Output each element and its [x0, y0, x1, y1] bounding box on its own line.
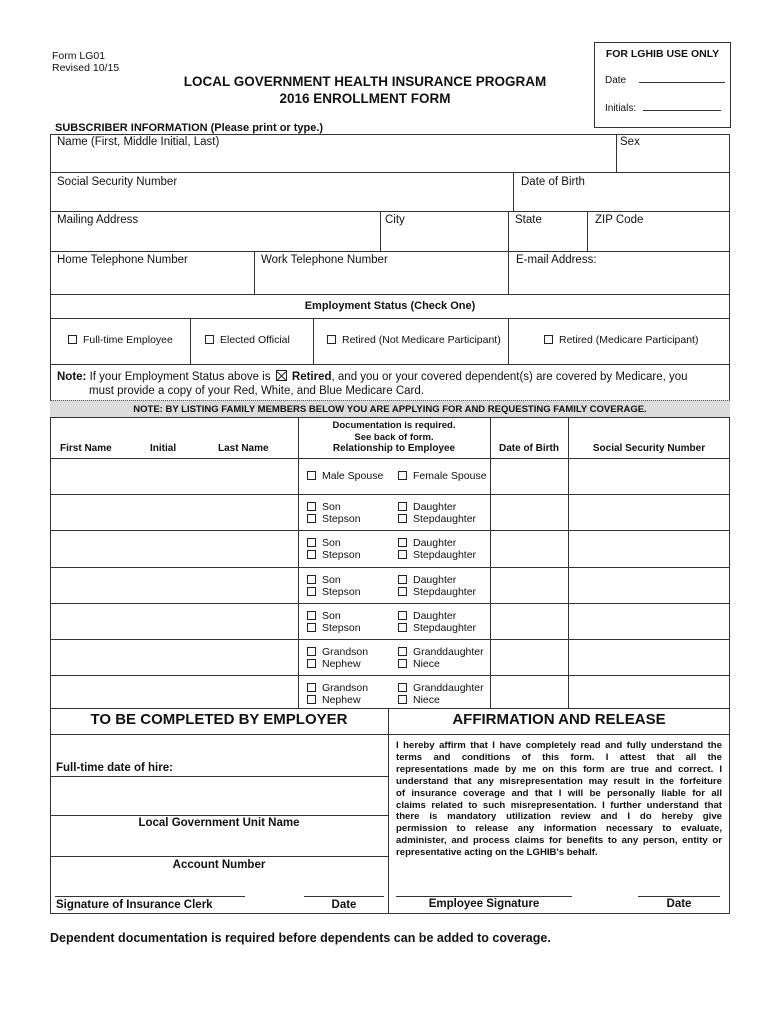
employee-date-field[interactable] — [638, 872, 720, 896]
name-field[interactable] — [55, 148, 612, 170]
checkbox-icon[interactable] — [398, 587, 407, 596]
title-line-2: 2016 ENROLLMENT FORM — [279, 91, 451, 106]
family-ssn-field[interactable] — [570, 677, 728, 709]
family-last-name-field[interactable] — [216, 496, 296, 528]
affirmation-line: claims related to such misrepresentation. I further understand that — [396, 799, 722, 811]
note-prefix: Note: — [57, 371, 87, 383]
col-relationship: Relationship to Employee — [332, 443, 456, 454]
relationship-label: Stepdaughter — [413, 585, 477, 598]
option-label: Elected Official — [220, 334, 290, 346]
clerk-date-label: Date — [331, 899, 357, 911]
checkbox-icon[interactable] — [205, 335, 214, 344]
medicare-note — [57, 370, 727, 398]
affirmation-line: administer, and process claims for benefits to any person, entity or — [396, 835, 722, 847]
page-title — [130, 73, 600, 107]
affirmation-text — [396, 740, 722, 859]
checkbox-icon[interactable] — [398, 538, 407, 547]
checkbox-icon[interactable] — [307, 683, 316, 692]
col-initial: Initial — [150, 443, 177, 454]
family-dob-field[interactable] — [492, 677, 566, 709]
checkbox-icon[interactable] — [307, 695, 316, 704]
relationship-option[interactable] — [307, 574, 341, 586]
note-text-c: must provide a copy of your Red, White, and Blue Medicare Card. — [89, 385, 424, 397]
relationship-label: Grandson — [322, 646, 369, 658]
affirmation-line: terms and conditions of this form. I attest that all the — [396, 751, 722, 763]
family-first-name-field[interactable] — [52, 641, 148, 673]
relationship-option[interactable] — [307, 537, 341, 549]
checkbox-icon[interactable] — [307, 550, 316, 559]
checkbox-icon[interactable] — [307, 471, 316, 480]
family-coverage-banner: NOTE: BY LISTING FAMILY MEMBERS BELOW YOU ARE APPLYING FOR AND REQUESTING FAMILY COVERAGE. — [50, 400, 730, 418]
family-last-name-field[interactable] — [216, 460, 296, 492]
hire-date-field[interactable] — [180, 752, 384, 776]
subscriber-heading: SUBSCRIBER INFORMATION (Please print or type.) — [55, 122, 324, 134]
mailing-address-label: Mailing Address — [57, 214, 139, 226]
email-label: E-mail Address: — [516, 254, 597, 266]
family-last-name-field[interactable] — [216, 569, 296, 601]
family-ssn-field[interactable] — [570, 496, 728, 528]
home-phone-field[interactable] — [55, 270, 251, 292]
clerk-date-field[interactable] — [304, 872, 384, 896]
affirmation-line: I hereby affirm that I have completely read and fully understand the — [396, 740, 722, 751]
zip-code-label: ZIP Code — [595, 214, 644, 226]
name-label: Name (First, Middle Initial, Last) — [57, 136, 220, 148]
affirmation-line: permission to release any information necessary to evaluate, — [396, 823, 722, 835]
relationship-option[interactable] — [307, 501, 341, 513]
relationship-label: Daughter — [413, 573, 457, 586]
relationship-option[interactable] — [307, 658, 361, 670]
checkbox-icon[interactable] — [398, 514, 407, 523]
relationship-label: Female Spouse — [413, 470, 487, 482]
relationship-label: Son — [322, 537, 341, 550]
family-initial-field[interactable] — [148, 605, 214, 637]
relationship-option[interactable] — [307, 646, 368, 658]
family-dob-field[interactable] — [492, 460, 566, 492]
email-field[interactable] — [512, 270, 726, 292]
hire-date-label: Full-time date of hire: — [56, 762, 173, 774]
checkbox-icon[interactable] — [68, 335, 77, 344]
checkbox-icon[interactable] — [398, 575, 407, 584]
family-first-name-field[interactable] — [52, 677, 148, 709]
col-first-name: First Name — [60, 443, 112, 454]
city-label: City — [385, 214, 405, 226]
ssn-field[interactable] — [55, 190, 509, 210]
relationship-option[interactable] — [398, 622, 476, 634]
form-revision: Revised 10/15 — [52, 62, 120, 74]
family-last-name-field[interactable] — [216, 677, 296, 709]
family-first-name-field[interactable] — [52, 605, 148, 637]
checkbox-icon[interactable] — [327, 335, 336, 344]
relationship-option[interactable] — [398, 501, 456, 513]
unit-name-field[interactable] — [52, 778, 386, 814]
zip-code-field[interactable] — [591, 228, 727, 249]
footer-note: Dependent documentation is required before dependents can be added to coverage. — [50, 931, 551, 945]
relationship-label: Stepson — [322, 549, 361, 562]
affirmation-line: representative acting on the LGHIB's behalf. — [396, 847, 598, 859]
relationship-label: Stepdaughter — [413, 513, 477, 526]
affirmation-line: representations made by me on this form are true and correct. I — [396, 763, 722, 775]
checkbox-icon[interactable] — [398, 550, 407, 559]
family-ssn-field[interactable] — [570, 605, 728, 637]
family-first-name-field[interactable] — [52, 532, 148, 564]
relationship-option[interactable] — [398, 470, 487, 482]
relationship-option[interactable] — [307, 694, 361, 706]
relationship-option[interactable] — [398, 549, 476, 561]
checkbox-icon[interactable] — [307, 623, 316, 632]
checkbox-icon[interactable] — [307, 538, 316, 547]
clerk-signature-field[interactable] — [55, 872, 245, 896]
relationship-option[interactable] — [307, 549, 361, 561]
relationship-option[interactable] — [398, 537, 456, 549]
relationship-option[interactable] — [307, 682, 368, 694]
relationship-option[interactable] — [398, 513, 476, 525]
checkbox-icon[interactable] — [307, 611, 316, 620]
lghib-use-only-box — [594, 42, 731, 128]
use-only-initials-label: Initials: — [605, 103, 637, 114]
relationship-label: Daughter — [413, 537, 457, 550]
relationship-label: Stepson — [322, 513, 361, 526]
affirmation-heading: AFFIRMATION AND RELEASE — [452, 711, 666, 728]
state-field[interactable] — [512, 228, 584, 249]
checkbox-icon[interactable] — [307, 587, 316, 596]
form-number: Form LG01 — [52, 50, 106, 62]
clerk-signature-label: Signature of Insurance Clerk — [56, 899, 213, 911]
use-only-initials-field[interactable] — [643, 110, 721, 111]
relationship-label: Son — [322, 501, 341, 514]
relationship-label: Niece — [413, 658, 440, 670]
family-dob-field[interactable] — [492, 605, 566, 637]
dob-field[interactable] — [517, 190, 726, 210]
account-number-label: Account Number — [172, 859, 266, 871]
work-phone-label: Work Telephone Number — [261, 254, 388, 266]
family-ssn-field[interactable] — [570, 460, 728, 492]
relationship-option[interactable] — [398, 646, 484, 658]
note-text-a: If your Employment Status above is — [89, 371, 271, 383]
mailing-address-field[interactable] — [55, 228, 377, 249]
checkbox-icon[interactable] — [307, 514, 316, 523]
relationship-label: Son — [322, 573, 341, 586]
col-relationship-note-1: Documentation is required. — [332, 420, 456, 431]
col-ssn: Social Security Number — [592, 443, 706, 454]
checkbox-icon[interactable] — [398, 623, 407, 632]
family-last-name-field[interactable] — [216, 641, 296, 673]
checkbox-icon[interactable] — [398, 683, 407, 692]
use-only-title: FOR LGHIB USE ONLY — [605, 48, 720, 60]
employment-option-retired-medicare[interactable] — [544, 334, 698, 346]
family-last-name-field[interactable] — [216, 532, 296, 564]
employment-option-fulltime[interactable] — [68, 334, 173, 346]
relationship-label: Son — [322, 609, 341, 622]
family-first-name-field[interactable] — [52, 569, 148, 601]
employer-heading: TO BE COMPLETED BY EMPLOYER — [90, 711, 348, 728]
employee-signature-field[interactable] — [396, 872, 572, 896]
use-only-date-label: Date — [605, 75, 627, 86]
family-last-name-field[interactable] — [216, 605, 296, 637]
affirmation-line: of insurance coverage and that I will be personally liable for all — [396, 787, 722, 799]
family-dob-field[interactable] — [492, 641, 566, 673]
relationship-label: Male Spouse — [322, 470, 384, 482]
note-retired: Retired — [291, 371, 332, 383]
relationship-label: Stepdaughter — [413, 549, 477, 562]
family-ssn-field[interactable] — [570, 569, 728, 601]
checkbox-icon[interactable] — [307, 575, 316, 584]
sex-label: Sex — [620, 136, 640, 148]
checkbox-icon[interactable] — [544, 335, 553, 344]
sex-field[interactable] — [620, 148, 726, 170]
family-dob-field[interactable] — [492, 496, 566, 528]
family-initial-field[interactable] — [148, 496, 214, 528]
employee-date-label: Date — [666, 898, 692, 910]
family-first-name-field[interactable] — [52, 496, 148, 528]
relationship-label: Nephew — [322, 694, 361, 707]
relationship-label: Granddaughter — [413, 646, 484, 658]
note-text-b: , and you or your covered dependent(s) are covered by Medicare, you — [331, 371, 688, 383]
relationship-option[interactable] — [307, 586, 361, 598]
col-date-of-birth: Date of Birth — [499, 443, 559, 454]
affirmation-line: understand that any misrepresentation may result in the forfeiture — [396, 775, 722, 787]
employment-status-heading: Employment Status (Check One) — [304, 300, 476, 312]
option-label: Retired (Medicare Participant) — [559, 334, 699, 346]
family-dob-field[interactable] — [492, 532, 566, 564]
relationship-label: Grandson — [322, 682, 369, 695]
family-initial-field[interactable] — [148, 532, 214, 564]
relationship-label: Stepson — [322, 585, 361, 598]
checkbox-icon[interactable] — [398, 471, 407, 480]
checkbox-icon[interactable] — [398, 659, 407, 668]
family-initial-field[interactable] — [148, 677, 214, 709]
relationship-option[interactable] — [307, 622, 361, 634]
dob-label: Date of Birth — [521, 176, 585, 188]
ssn-label: Social Security Number — [57, 176, 178, 188]
unit-name-label: Local Government Unit Name — [138, 817, 300, 829]
relationship-label: Granddaughter — [413, 682, 484, 695]
relationship-label: Stepdaughter — [413, 621, 477, 634]
family-table — [50, 418, 730, 708]
title-line-1: LOCAL GOVERNMENT HEALTH INSURANCE PROGRAM — [183, 74, 547, 89]
checked-box-icon — [276, 370, 287, 381]
family-initial-field[interactable] — [148, 569, 214, 601]
use-only-date-field[interactable] — [639, 82, 725, 83]
employee-signature-label: Employee Signature — [428, 898, 540, 910]
relationship-option[interactable] — [398, 694, 440, 706]
family-ssn-field[interactable] — [570, 641, 728, 673]
state-label: State — [515, 214, 542, 226]
checkbox-icon[interactable] — [307, 502, 316, 511]
checkbox-icon[interactable] — [307, 659, 316, 668]
checkbox-icon[interactable] — [398, 647, 407, 656]
family-initial-field[interactable] — [148, 460, 214, 492]
family-initial-field[interactable] — [148, 641, 214, 673]
city-field[interactable] — [384, 228, 505, 249]
employment-option-elected[interactable] — [205, 334, 290, 346]
col-relationship-note-2: See back of form. — [354, 431, 434, 443]
relationship-option[interactable] — [398, 574, 456, 586]
family-dob-field[interactable] — [492, 569, 566, 601]
relationship-label: Stepson — [322, 621, 361, 634]
affirmation-line: there is mandatory utilization review and I do hereby give — [396, 811, 722, 823]
relationship-option[interactable] — [398, 682, 484, 694]
relationship-label: Niece — [413, 694, 440, 707]
account-number-field[interactable] — [52, 832, 386, 856]
option-label: Retired (Not Medicare Participant) — [342, 334, 501, 346]
relationship-option[interactable] — [398, 658, 440, 670]
relationship-option[interactable] — [398, 586, 476, 598]
relationship-option[interactable] — [307, 470, 383, 482]
form-id — [52, 50, 119, 74]
checkbox-icon[interactable] — [398, 502, 407, 511]
home-phone-label: Home Telephone Number — [57, 254, 188, 266]
relationship-option[interactable] — [398, 610, 456, 622]
family-first-name-field[interactable] — [52, 460, 148, 492]
relationship-option[interactable] — [307, 610, 341, 622]
family-ssn-field[interactable] — [570, 532, 728, 564]
employment-option-retired-not-medicare[interactable] — [327, 334, 501, 346]
relationship-label: Daughter — [413, 501, 457, 514]
relationship-option[interactable] — [307, 513, 361, 525]
checkbox-icon[interactable] — [398, 695, 407, 704]
checkbox-icon[interactable] — [307, 647, 316, 656]
relationship-label: Daughter — [413, 609, 457, 622]
work-phone-field[interactable] — [258, 270, 505, 292]
relationship-label: Nephew — [322, 658, 361, 670]
option-label: Full-time Employee — [83, 334, 173, 346]
checkbox-icon[interactable] — [398, 611, 407, 620]
col-last-name: Last Name — [218, 443, 269, 454]
